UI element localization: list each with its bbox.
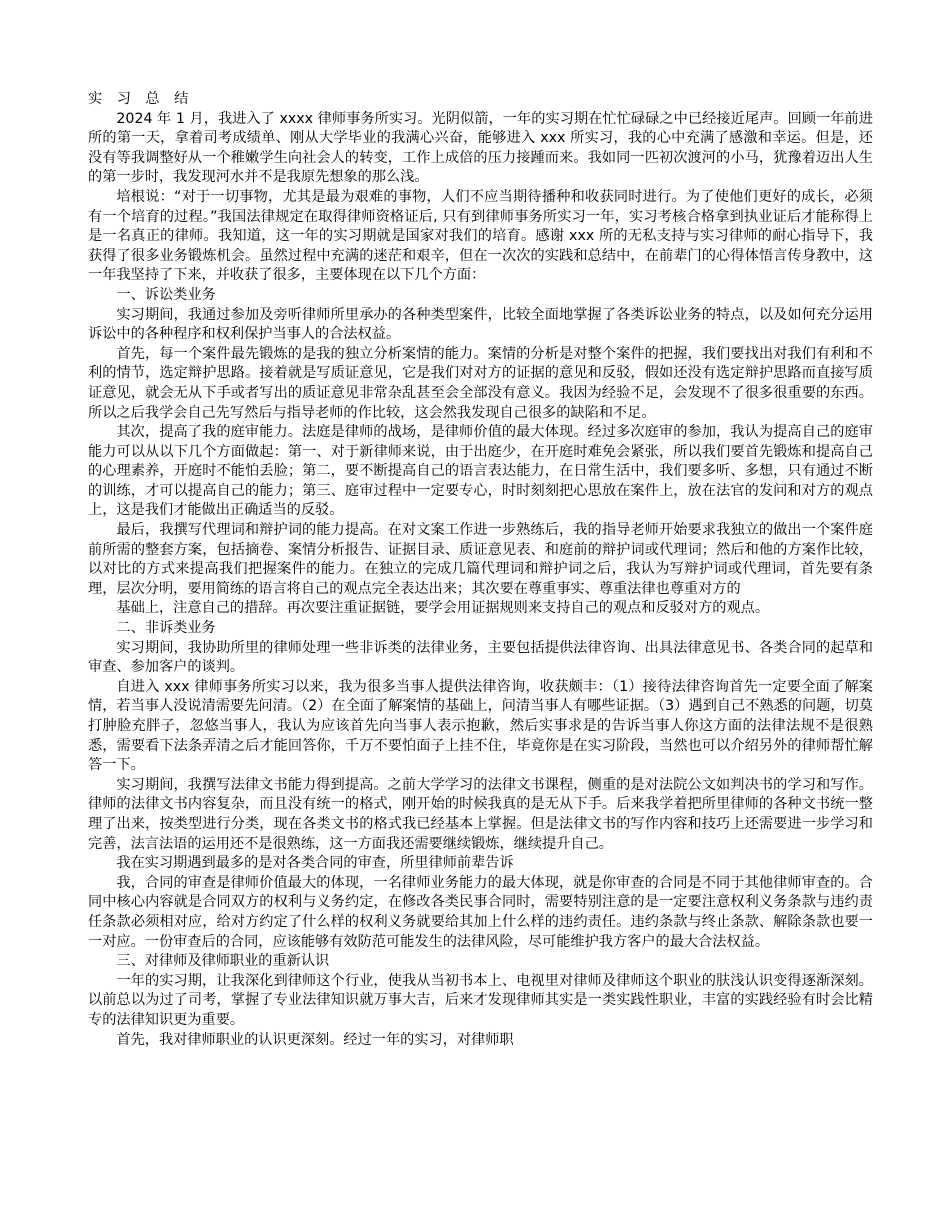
body-paragraph: 最后，我撰写代理词和辩护词的能力提高。在对文案工作进一步熟练后，我的指导老师开始要求我独立的做出一个案件庭前所需的整套方案，包括摘卷、案情分析报告、证据目录、质证意见表、和庭前的辩护词或代理词；然后和他的方案作比较，以对比的方式来提高我们把握案件的能力。在独立的完成几篇代理词和辩护词之后，我认为写辩护词或代理词，首先要有条理，层次分明，要用简练的语言将自己的观点完全表达出来；其次要在尊重事实、尊重法律也尊重对方的 [88,522,873,597]
body-paragraph: 首先，每一个案件最先锻炼的是我的独立分析案情的能力。案情的分析是对整个案件的把握，我们要找出对我们有利和不利的情节，选定辩护思路。接着就是写质证意见，它是我们对对方的证据的意见和反驳，假如还没有选定辩护思路而直接写质证意见，就会无从下手或者写出的质证意见非常杂乱甚至会全部没有意义。我因为经验不足，会发现不了很多很重要的东西。所以之后我学会自己先写然后与指导老师的作比较，这会然我发现自己很多的缺陷和不足。 [88,345,873,421]
body-paragraph: 其次，提高了我的庭审能力。法庭是律师的战场，是律师价值的最大体现。经过多次庭审的参加，我认为提高自己的庭审能力可以从以下几个方面做起：第一、对于新律师来说，由于出庭少，在开庭时难免会紧张，所以我们要首先锻炼和提高自己的心理素养，开庭时不能怕丢脸；第二，要不断提高自己的语言表达能力，在日常生活中，我们要多听、多想，只有通过不断的训练，才可以提高自己的能力；第三、庭审过程中一定要专心，时时刻刻把心思放在案件上，放在法官的发问和对方的观点上，这是我们才能做出正确适当的反驳。 [88,424,873,519]
body-paragraph: 基础上，注意自己的措辞。再次要注重证据链，要学会用证据规则来支持自己的观点和反驳对方的观点。 [116,600,770,617]
body-paragraph: 培根说：“对于一切事物，尤其是最为艰难的事物，人们不应当期待播种和收获同时进行。为了使他们更好的成长，必须有一个培育的过程。”我国法律规定在取得律师资格证后, 只有到律师事务所实习一年，实习考核合格拿到执业证后才能称得上是一名真正的律师。我知道，这一年的实习期就是国家对我们的培育。感谢 xxx 所的无私支持与实习律师的耐心指导下，我获得了很多业务锻炼机会。虽然过程中充满的迷茫和艰辛，但在一次次的实践和总结中，在前辈门的心得体悟言传身教中，这一年我坚持了下来，并收获了很多，主要体现在以下几个方面： [88,188,873,284]
body-paragraph: 2024 年 1 月，我进入了 xxxx 律师事务所实习。光阴似箭，一年的实习期在忙忙碌碌之中已经接近尾声。回顾一年前进所的第一天，拿着司考成绩单、刚从大学毕业的我满心兴奋，能够进入 xxx 所实习，我的心中充满了感激和幸运。但是，还没有等我调整好从一个稚嫩学生向社会人的转变，工作上成倍的压力接踵而来。我如同一匹初次渡河的小马，犹豫着迈出人生的第一步时，我发现河水并不是我原先想象的那么浅。 [88,110,873,186]
body-paragraph: 实习期间，我撰写法律文书能力得到提高。之前大学学习的法律文书课程，侧重的是对法院公文如判决书的学习和写作。律师的法律文书内容复杂，而且没有统一的格式，刚开始的时候我真的是无从下手。后来我学着把所里律师的各种文书统一整理了出来，按类型进行分类，现在各类文书的格式我已经基本上掌握。但是法律文书的写作内容和技巧上还需要进一步学习和完善，法言法语的运用还不是很熟练，这一方面我还需要继续锻炼，继续提升自己。 [88,776,873,852]
body-paragraph: 一年的实习期，让我深化到律师这个行业，使我从当初书本上、电视里对律师及律师这个职业的肤浅认识变得逐渐深刻。以前总以为过了司考，掌握了专业法律知识就万事大吉，后来才发现律师其实是一类实践性职业，丰富的实践经验有时会比精专的法律知识更为重要。 [88,972,873,1028]
body-paragraph: 自进入 xxx 律师事务所实习以来，我为很多当事人提供法律咨询，收获颇丰：（1）接待法律咨询首先一定要全面了解案情，若当事人没说清需要先问清。（2）在全面了解案情的基础上，问清当事人有哪些证据。（3）遇到自己不熟悉的问题，切莫打肿脸充胖子，忽悠当事人，我认为应该首先向当事人表示抱歉，然后实事求是的告诉当事人你这方面的法律法规不是很熟悉，需要看下法条弄清之后才能回答你，千万不要怕面子上挂不住，毕竟你是在实习阶段，当然也可以介绍另外的律师帮忙解答一下。 [88,678,873,774]
document-page [88,90,873,1050]
section-heading: 一、诉讼类业务 [116,286,216,303]
document-body [88,110,873,1051]
body-paragraph: 首先，我对律师职业的认识更深刻。经过一年的实习，对律师职 [116,1031,514,1048]
body-paragraph: 实习期间，我协助所里的律师处理一些非诉类的法律业务，主要包括提供法律咨询、出具法律意见书、各类合同的起草和审查、参加客户的谈判。 [88,639,873,676]
body-paragraph: 实习期间，我通过参加及旁听律师所里承办的各种类型案件，比较全面地掌握了各类诉讼业务的特点，以及如何充分运用诉讼中的各种程序和权利保护当事人的合法权益。 [88,306,873,343]
body-paragraph: 我，合同的审查是律师价值最大的体现，一名律师业务能力的最大体现，就是你审查的合同是不同于其他律师审查的。合同中核心内容就是合同双方的权利与义务约定，在修改各类民事合同时，需要特别注意的是一定要注意权利义务条款与违约责任条款必须相对应，给对方约定了什么样的权利义务就要给其加上什么样的违约责任。违约条款与终止条款、解除条款也要一一对应。一份审查后的合同，应该能够有效防范可能发生的法律风险，尽可能维护我方客户的最大合法权益。 [88,874,873,950]
section-heading: 三、对律师及律师职业的重新认识 [116,953,330,970]
section-heading: 二、非诉类业务 [116,620,216,637]
body-paragraph: 我在实习期遇到最多的是对各类合同的审查，所里律师前辈告诉 [116,855,514,872]
document-title: 实 习 总 结 [88,91,194,107]
